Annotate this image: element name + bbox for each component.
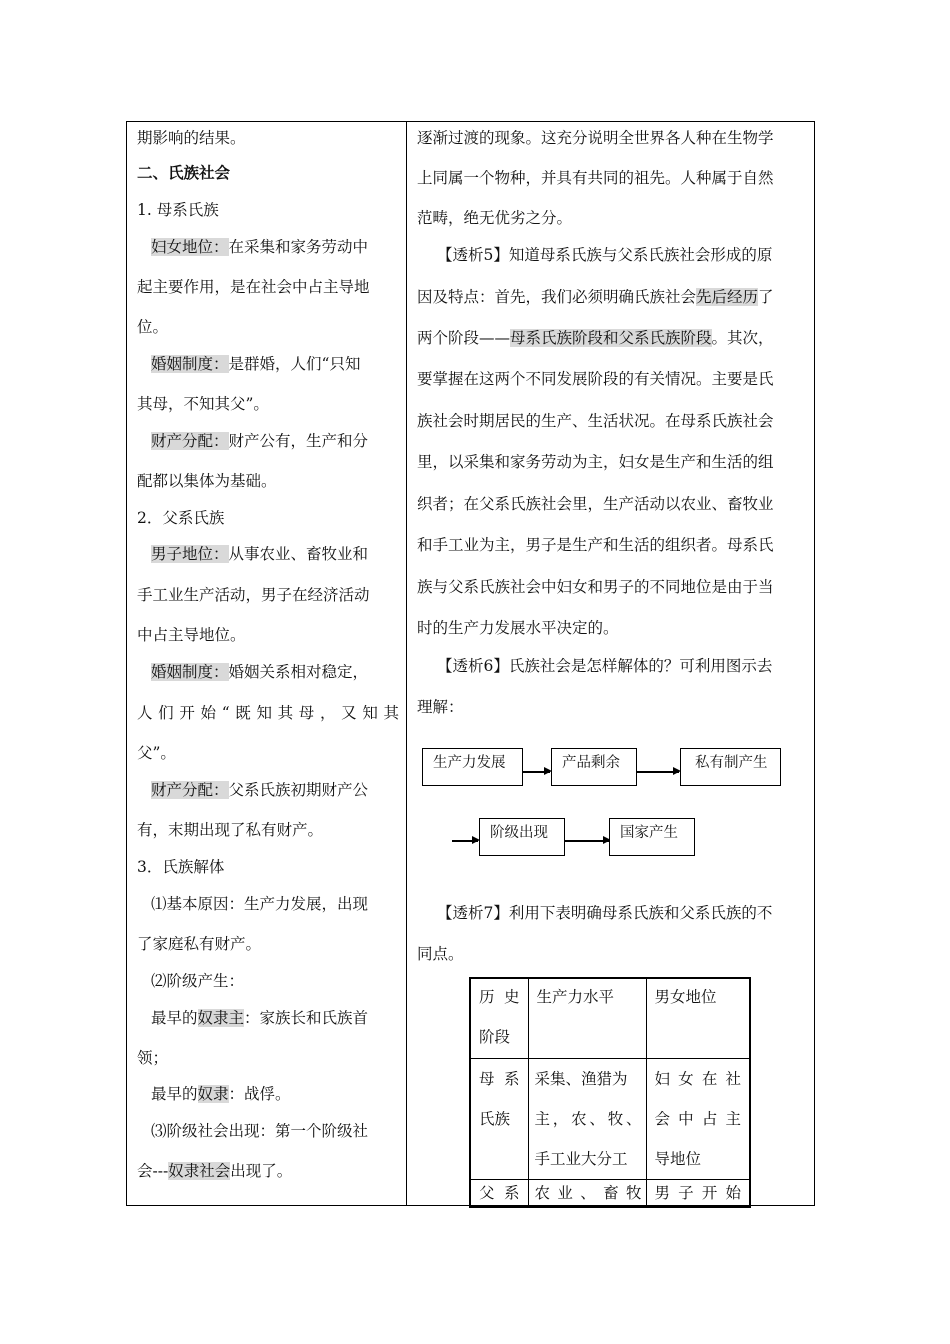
text-span: 会--- <box>137 1162 169 1180</box>
flow-arrow <box>565 840 609 842</box>
highlight-label: 婚姻制度： <box>151 355 229 373</box>
text-line: 时的生产力发展水平决定的。 <box>417 619 619 637</box>
text-line: 手工业生产活动，男子在经济活动 <box>137 586 370 604</box>
text-span: 出现了。 <box>230 1162 293 1180</box>
highlight-term: 先后经历 <box>696 288 759 306</box>
cell-line: 妇 女 在 社 <box>654 1069 741 1088</box>
text-span: 最早的 <box>151 1009 198 1027</box>
table-cell <box>470 978 528 1058</box>
highlight-term: 奴隶 <box>197 1085 229 1103</box>
text-line <box>417 327 774 349</box>
text-line <box>151 1007 368 1029</box>
highlight-label: 妇女地位： <box>151 238 229 256</box>
flow-node-surplus: 产品剩余 <box>551 748 637 786</box>
text-line: 【透析5】知道母系氏族与父系氏族社会形成的原 <box>437 246 773 264</box>
cell-line: 母 系 <box>479 1069 520 1088</box>
text-line: 和手工业为主，男子是生产和生活的组织者。母系氏 <box>417 536 774 554</box>
flow-node-state: 国家产生 <box>609 818 695 856</box>
highlight-label: 男子地位： <box>151 545 229 563</box>
text-line <box>151 353 360 375</box>
table-cell <box>528 1179 646 1207</box>
highlight-label: 婚姻制度： <box>151 663 229 681</box>
text-line: 起主要作用，是在社会中占主导地 <box>137 278 370 296</box>
table-cell <box>470 1058 528 1179</box>
text-line: 配都以集体为基础。 <box>137 472 277 490</box>
cell-line: 阶段 <box>479 1028 511 1046</box>
text-line: 父”。 <box>137 744 176 762</box>
cell-line: 主，农、牧、 <box>534 1109 642 1128</box>
text-line <box>137 1160 292 1182</box>
text-span: 两个阶段—— <box>417 329 511 347</box>
table-cell <box>528 1058 646 1179</box>
highlight-term: 奴隶主 <box>197 1009 245 1027</box>
text-line: 位。 <box>137 318 169 336</box>
flow-node-productivity: 生产力发展 <box>422 748 523 786</box>
flow-node-private-property: 私有制产生 <box>680 748 781 786</box>
text-line: 【透析7】利用下表明确母系氏族和父系氏族的不 <box>437 904 773 922</box>
text-span: 。其次， <box>711 329 774 347</box>
cell-line: 生产力水平 <box>536 988 615 1006</box>
text-line <box>151 1083 291 1105</box>
text-line: 其母，不知其父”。 <box>137 395 269 413</box>
text-line: 期影响的结果。 <box>137 129 246 147</box>
table-row <box>470 1058 750 1179</box>
table-cell <box>528 978 646 1058</box>
cell-line: 会 中 占 主 <box>654 1109 741 1128</box>
cell-line: 父 系 <box>479 1183 520 1202</box>
text-line <box>417 286 774 308</box>
text-line: 【透析6】氏族社会是怎样解体的？可利用图示去 <box>437 657 773 675</box>
subsection-heading: 2．父系氏族 <box>137 509 225 527</box>
text-line: 逐渐过渡的现象。这充分说明全世界各人种在生物学 <box>417 129 774 147</box>
text-line <box>151 661 368 683</box>
subsection-heading: 1. 母系氏族 <box>137 201 219 219</box>
text-line <box>151 236 368 258</box>
text-line: 族与父系氏族社会中妇女和男子的不同地位是由于当 <box>417 578 774 596</box>
text-span: 在采集和家务劳动中 <box>228 238 369 256</box>
column-divider <box>406 121 407 1206</box>
cell-line: 导地位 <box>654 1149 702 1168</box>
text-line: 了家庭私有财产。 <box>137 935 262 953</box>
comparison-table <box>469 977 751 1208</box>
text-span: ：战俘。 <box>228 1085 291 1103</box>
cell-line: 氏族 <box>479 1109 511 1128</box>
table-cell <box>646 1058 750 1179</box>
table-header-row <box>470 978 750 1058</box>
text-line <box>151 779 368 801</box>
text-span: 因及特点：首先，我们必须明确氏族社会 <box>417 288 697 306</box>
text-line <box>151 543 368 565</box>
text-line: 理解： <box>417 698 464 716</box>
cell-line: 男女地位 <box>654 988 717 1006</box>
text-line: 要掌握在这两个不同发展阶段的有关情况。主要是氏 <box>417 370 774 388</box>
text-span: 最早的 <box>151 1085 198 1103</box>
text-line: ⑵阶级产生： <box>151 972 245 990</box>
text-line <box>151 430 368 452</box>
text-span: 了 <box>758 288 774 306</box>
highlight-term: 奴隶社会 <box>168 1162 231 1180</box>
flow-node-classes: 阶级出现 <box>479 818 565 856</box>
subsection-heading: 3．氏族解体 <box>137 858 225 876</box>
cell-line: 男 子 开 始 <box>654 1183 741 1202</box>
highlight-term: 母系氏族阶段和父系氏族阶段 <box>510 329 712 347</box>
flow-arrow <box>637 771 679 773</box>
text-span: ：家族长和氏族首 <box>244 1009 369 1027</box>
text-line: ⑶阶级社会出现：第一个阶级社 <box>151 1122 369 1140</box>
table-cell <box>646 978 750 1058</box>
table-cell <box>470 1179 528 1207</box>
flow-arrow <box>523 771 550 773</box>
text-line: 有，末期出现了私有财产。 <box>137 821 324 839</box>
text-line: 领； <box>137 1049 169 1067</box>
cell-line: 历 史 <box>479 988 520 1006</box>
table-cell <box>646 1179 750 1207</box>
table-row <box>470 1179 750 1207</box>
cell-line: 农 业 、 畜 牧 <box>534 1183 642 1202</box>
text-span: 是群婚，人们“只知 <box>228 355 361 373</box>
text-line: 人们开始“既知其母，又知其 <box>137 704 399 722</box>
text-line: 中占主导地位。 <box>137 626 246 644</box>
highlight-label: 财产分配： <box>151 432 229 450</box>
text-line: 同点。 <box>417 945 464 963</box>
text-line: ⑴基本原因：生产力发展，出现 <box>151 895 369 913</box>
text-line: 里，以采集和家务劳动为主，妇女是生产和生活的组 <box>417 453 774 471</box>
text-line: 族社会时期居民的生产、生活状况。在母系氏族社会 <box>417 412 774 430</box>
flow-arrow <box>452 840 478 842</box>
section-heading: 二、氏族社会 <box>137 163 231 182</box>
text-span: 婚姻关系相对稳定， <box>228 663 369 681</box>
text-line: 织者；在父系氏族社会里，生产活动以农业、畜牧业 <box>417 495 774 513</box>
text-line: 上同属一个物种，并具有共同的祖先。人种属于自然 <box>417 169 774 187</box>
highlight-label: 财产分配： <box>151 781 229 799</box>
text-span: 从事农业、畜牧业和 <box>228 545 369 563</box>
text-line: 范畴，绝无优劣之分。 <box>417 209 573 227</box>
cell-line: 手工业大分工 <box>534 1149 628 1168</box>
cell-line: 采集、渔猎为 <box>534 1069 628 1088</box>
text-span: 父系氏族初期财产公 <box>228 781 369 799</box>
text-span: 财产公有，生产和分 <box>228 432 369 450</box>
